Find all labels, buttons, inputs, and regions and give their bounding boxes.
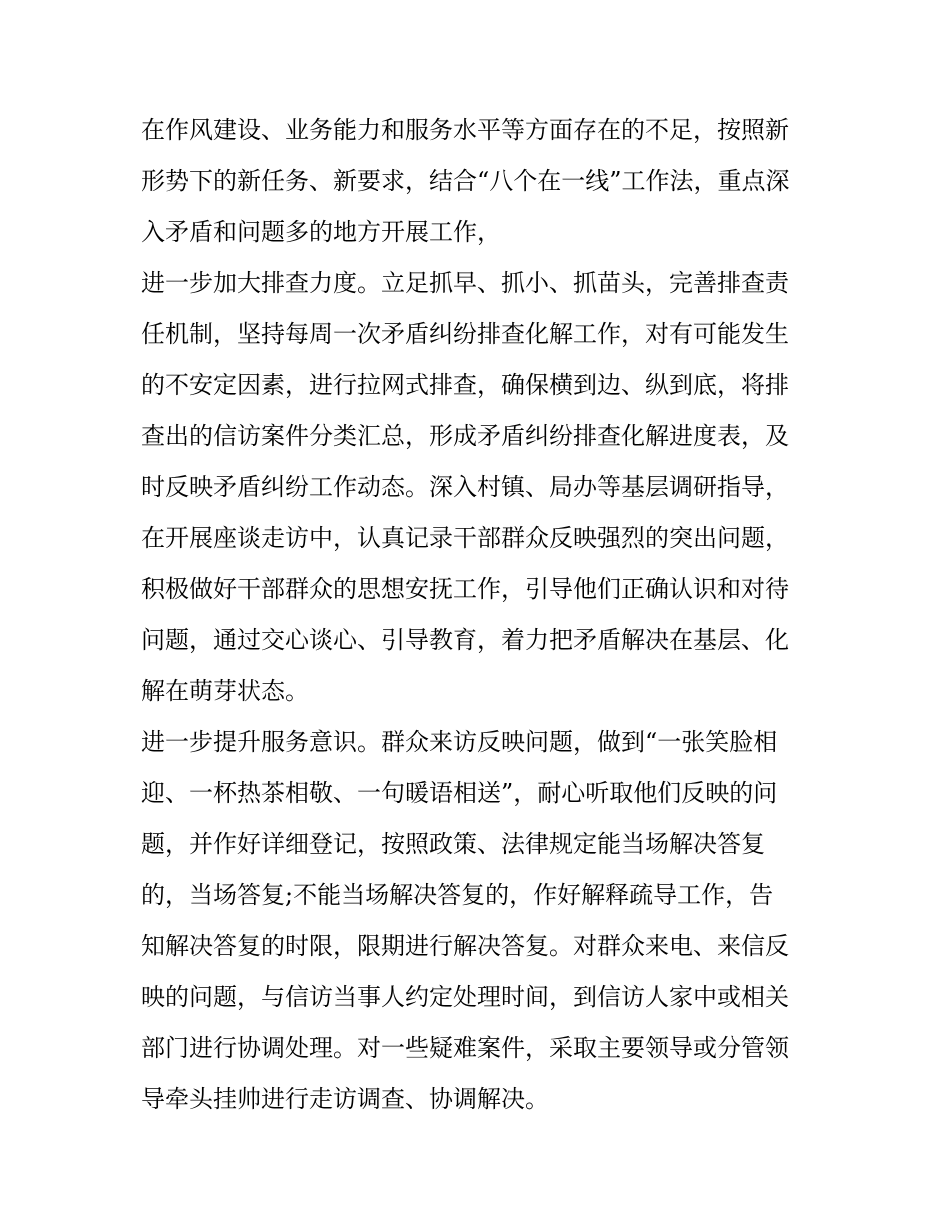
text-line: 导牵头挂帅进行走访调查、协调解决。 <box>141 1085 549 1113</box>
text-line: 在作风建设、业务能力和服务水平等方面存在的不足，按照新 <box>141 116 789 144</box>
text-line: 入矛盾和问题多的地方开展工作， <box>141 218 501 246</box>
text-line: 解在萌芽状态。 <box>141 677 309 705</box>
text-line: 映的问题，与信访当事人约定处理时间，到信访人家中或相关 <box>141 983 789 1011</box>
text-line: 积极做好干部群众的思想安抚工作，引导他们正确认识和对待 <box>141 575 789 603</box>
text-line: 进一步加大排查力度。立足抓早、抓小、抓苗头，完善排查责 <box>141 269 789 297</box>
text-line: 任机制，坚持每周一次矛盾纠纷排查化解工作，对有可能发生 <box>141 320 789 348</box>
text-line: 题，并作好详细登记，按照政策、法律规定能当场解决答复 <box>141 830 765 858</box>
text-line: 部门进行协调处理。对一些疑难案件，采取主要领导或分管领 <box>141 1034 789 1062</box>
text-line: 进一步提升服务意识。群众来访反映问题，做到“一张笑脸相 <box>141 728 778 756</box>
text-line: 形势下的新任务、新要求，结合“八个在一线”工作法，重点深 <box>141 167 790 195</box>
text-line: 知解决答复的时限，限期进行解决答复。对群众来电、来信反 <box>141 932 789 960</box>
text-line: 在开展座谈走访中，认真记录干部群众反映强烈的突出问题， <box>141 524 789 552</box>
text-line: 的，当场答复;不能当场解决答复的，作好解释疏导工作，告 <box>141 881 774 909</box>
text-line: 迎、一杯热茶相敬、一句暖语相送”，耐心听取他们反映的问 <box>141 779 778 807</box>
text-line: 的不安定因素，进行拉网式排查，确保横到边、纵到底，将排 <box>141 371 789 399</box>
text-line: 时反映矛盾纠纷工作动态。深入村镇、局办等基层调研指导， <box>141 473 789 501</box>
text-line: 查出的信访案件分类汇总，形成矛盾纠纷排查化解进度表，及 <box>141 422 789 450</box>
document-body <box>141 105 821 1125</box>
text-line: 问题，通过交心谈心、引导教育，着力把矛盾解决在基层、化 <box>141 626 789 654</box>
